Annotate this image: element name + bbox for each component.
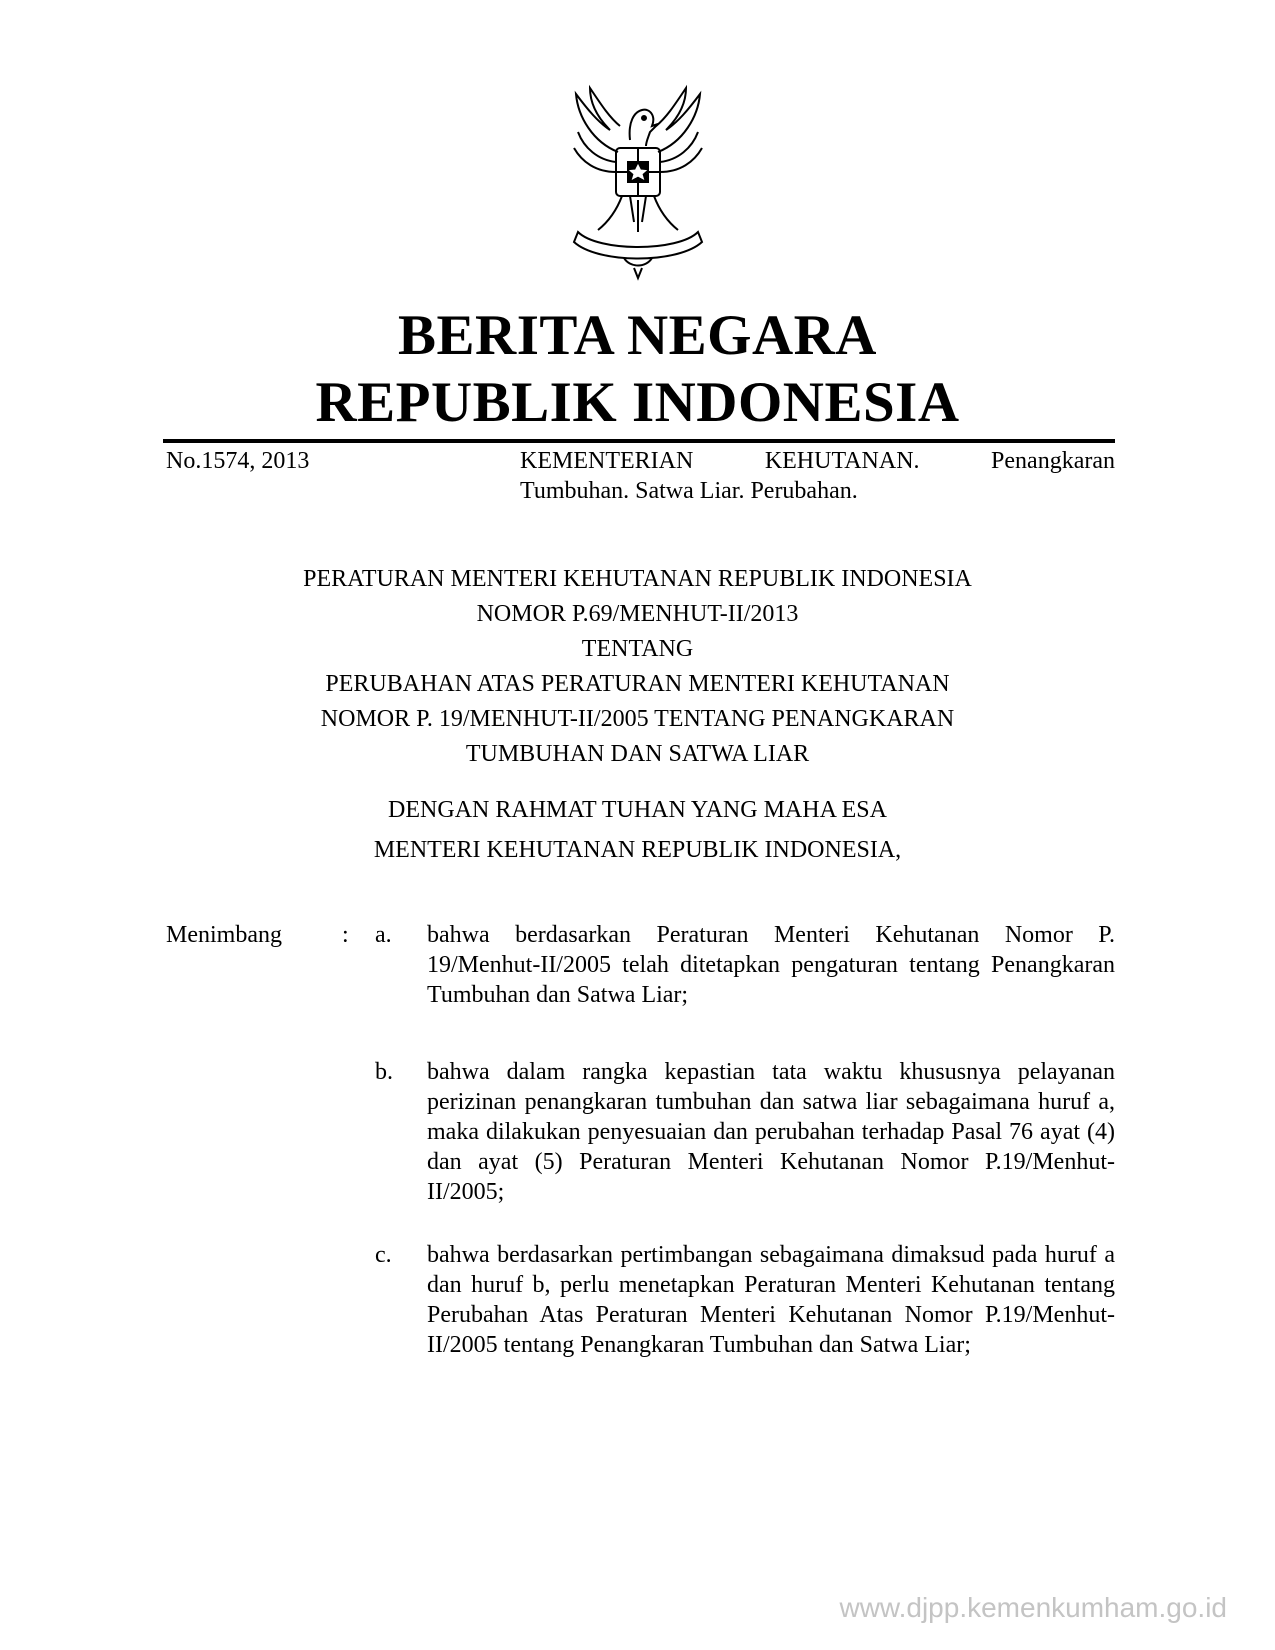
heading-line: PERATURAN MENTERI KEHUTANAN REPUBLIK INDONESIA <box>303 566 972 592</box>
regulation-heading <box>0 562 1275 772</box>
preamble-line1: DENGAN RAHMAT TUHAN YANG MAHA ESA <box>388 797 887 823</box>
preamble-line2: MENTERI KEHUTANAN REPUBLIK INDONESIA, <box>373 837 902 863</box>
heading-line: NOMOR P. 19/MENHUT-II/2005 TENTANG PENANGKARAN <box>320 706 955 732</box>
heading-line: NOMOR P.69/MENHUT-II/2013 <box>476 601 799 627</box>
item-marker: c. <box>375 1242 392 1268</box>
item-text: bahwa berdasarkan Peraturan Menteri Kehutanan Nomor P. 19/Menhut-II/2005 telah ditetapkan pengaturan tentang Penangkaran Tumbuhan dan Satwa Liar; <box>427 922 1115 1008</box>
item-text: bahwa berdasarkan pertimbangan sebagaimana dimaksud pada huruf a dan huruf b, perlu menetapkan Peraturan Menteri Kehutanan tentang Perubahan Atas Peraturan Menteri Kehutanan Nomor P.19/Menhut-II/2005 tentang Penangkaran Tumbuhan dan Satwa Liar; <box>427 1242 1115 1358</box>
item-marker: b. <box>375 1059 393 1085</box>
garuda-pancasila-emblem-icon <box>538 82 738 282</box>
considerations-colon: : <box>342 922 349 948</box>
heading-line: PERUBAHAN ATAS PERATURAN MENTERI KEHUTANAN <box>325 671 950 697</box>
issue-description-line1: KEMENTERIAN KEHUTANAN. Penangkaran <box>520 448 1115 474</box>
issue-description <box>520 446 1115 506</box>
issue-description-line2: Tumbuhan. Satwa Liar. Perubahan. <box>520 478 858 504</box>
watermark-url: www.djpp.kemenkumham.go.id <box>839 1592 1227 1623</box>
item-marker: a. <box>375 922 392 948</box>
issue-number: No.1574, 2013 <box>166 448 310 474</box>
preamble <box>0 790 1275 870</box>
heading-line: TENTANG <box>581 636 694 662</box>
masthead-title-line1: BERITA NEGARA <box>398 304 877 367</box>
item-text: bahwa dalam rangka kepastian tata waktu khususnya pelayanan perizinan penangkaran tumbuhan dan satwa liar sebagaimana huruf a, maka dilakukan penyesuaian dan perubahan terhadap Pasal 76 ayat (4) dan ayat (5) Peraturan Menteri Kehutanan Nomor P.19/Menhut-II/2005; <box>427 1059 1115 1205</box>
considerations-label: Menimbang <box>166 922 282 948</box>
masthead-divider <box>163 439 1115 443</box>
masthead-title-line2: REPUBLIK INDONESIA <box>315 371 960 434</box>
heading-line: TUMBUHAN DAN SATWA LIAR <box>465 741 810 767</box>
